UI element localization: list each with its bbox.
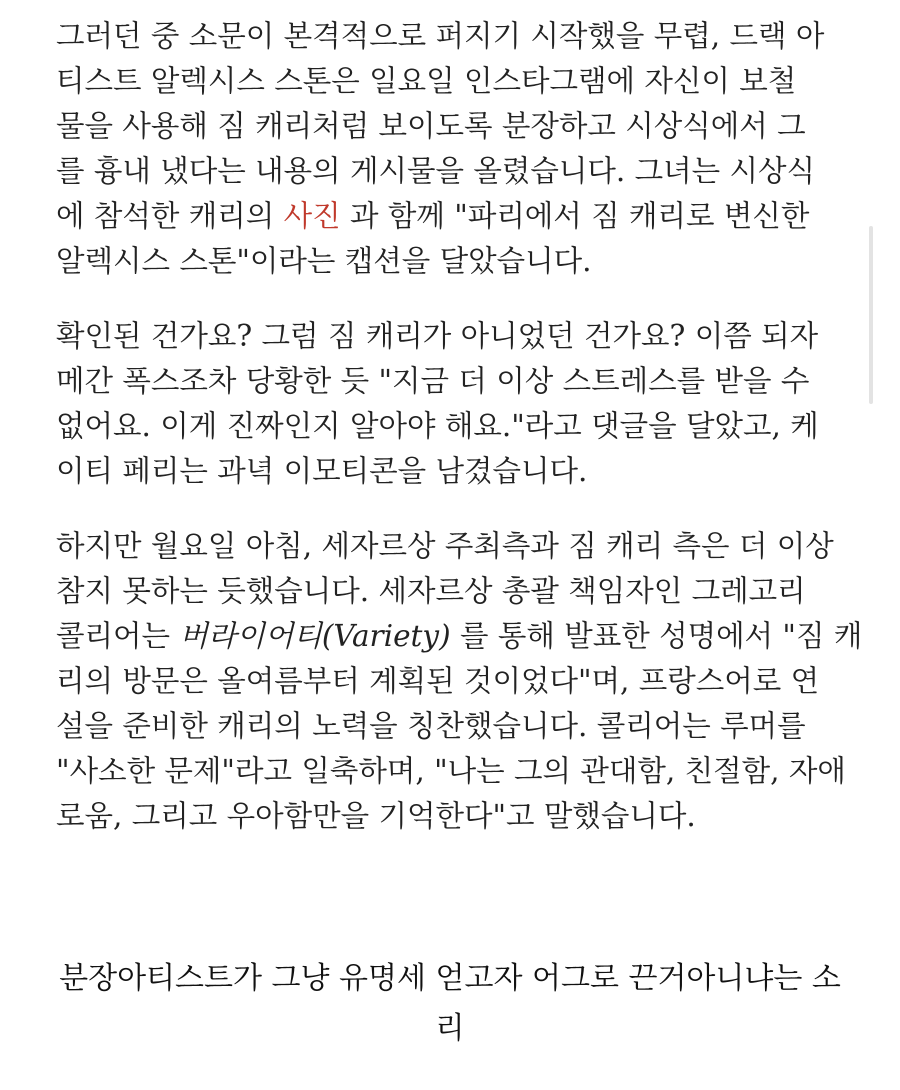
paragraph-line: 물을 사용해 짐 캐리처럼 보이도록 분장하고 시상식에서 그 <box>56 109 806 143</box>
paragraph-line: "사소한 문제"라고 일축하며, "나는 그의 관대함, 친절함, 자애 <box>56 754 846 788</box>
scrollbar-thumb[interactable] <box>869 226 873 404</box>
paragraph-line: 없어요. 이게 진짜인지 알아야 해요."라고 댓글을 달았고, 케 <box>56 409 819 443</box>
paragraph-line: 알렉시스 스톤"이라는 캡션을 달았습니다. <box>56 244 592 278</box>
paragraph-line: 하지만 월요일 아침, 세자르상 주최측과 짐 캐리 측은 더 이상 <box>56 529 834 563</box>
paragraph-line: 티스트 알렉시스 스톤은 일요일 인스타그램에 자신이 보철 <box>56 64 797 98</box>
article-body <box>56 14 866 869</box>
paragraph-line: 설을 준비한 캐리의 노력을 칭찬했습니다. 콜리어는 루머를 <box>56 709 806 743</box>
caption-line: 분장아티스트가 그냥 유명세 얻고자 어그로 끈거아니냐는 소 <box>59 961 841 996</box>
paragraph-line-with-italic <box>56 614 866 659</box>
article-paragraph-2 <box>56 314 866 494</box>
text-segment: 콜리어는 <box>56 619 180 653</box>
caption-comment <box>0 954 900 1054</box>
publication-name: 버라이어티(Variety) <box>179 619 451 653</box>
paragraph-line: 이티 페리는 과녁 이모티콘을 남겼습니다. <box>56 454 588 488</box>
caption-line: 리 <box>435 1011 465 1046</box>
article-paragraph-1 <box>56 14 866 284</box>
paragraph-line-with-link <box>56 194 866 239</box>
paragraph-line: 로움, 그리고 우아함만을 기억한다"고 말했습니다. <box>56 799 696 833</box>
photo-link[interactable]: 사진 <box>283 199 341 233</box>
paragraph-line: 확인된 건가요? 그럼 짐 캐리가 아니었던 건가요? 이쯤 되자 <box>56 319 819 353</box>
paragraph-line: 그러던 중 소문이 본격적으로 퍼지기 시작했을 무렵, 드랙 아 <box>56 19 825 53</box>
text-segment: 과 함께 "파리에서 짐 캐리로 변신한 <box>340 199 810 233</box>
text-segment: 에 참석한 캐리의 <box>56 199 284 233</box>
paragraph-line: 리의 방문은 올여름부터 계획된 것이었다"며, 프랑스어로 연 <box>56 664 820 698</box>
paragraph-line: 메간 폭스조차 당황한 듯 "지금 더 이상 스트레스를 받을 수 <box>56 364 810 398</box>
paragraph-line: 참지 못하는 듯했습니다. 세자르상 총괄 책임자인 그레고리 <box>56 574 806 608</box>
paragraph-line: 를 흉내 냈다는 내용의 게시물을 올렸습니다. 그녀는 시상식 <box>56 154 815 188</box>
article-paragraph-3 <box>56 524 866 839</box>
text-segment: 를 통해 발표한 성명에서 "짐 캐 <box>450 619 863 653</box>
